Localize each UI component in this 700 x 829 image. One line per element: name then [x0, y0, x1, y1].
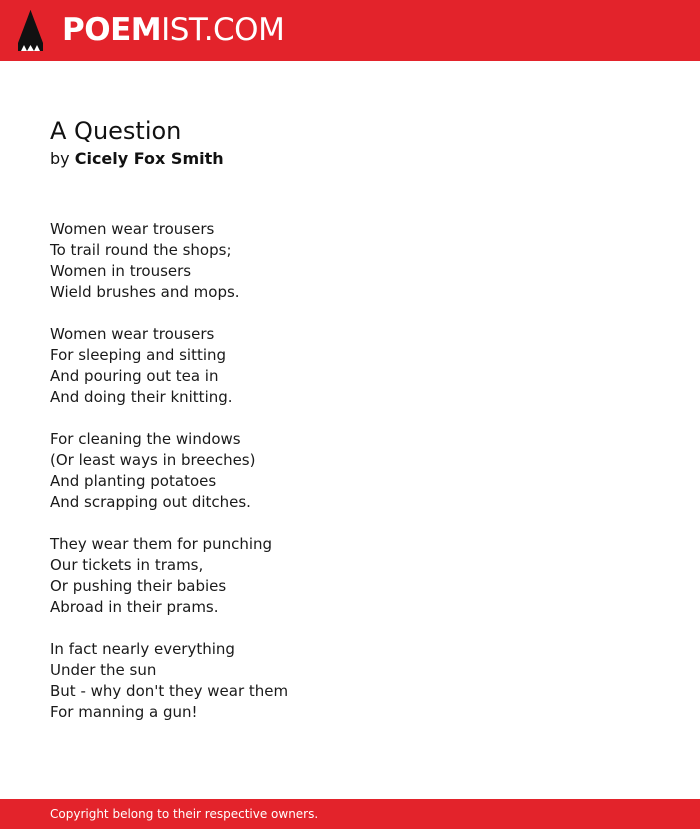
poem-line: Women wear trousers	[50, 220, 215, 238]
poem-line: Abroad in their prams.	[50, 598, 219, 616]
poem-line: Wield brushes and mops.	[50, 283, 240, 301]
poem-line: They wear them for punching	[50, 535, 273, 553]
by-label: by	[50, 149, 70, 168]
poem-line: But - why don't they wear them	[50, 682, 289, 700]
site-logo-link[interactable]	[62, 12, 284, 48]
stanza	[50, 324, 650, 408]
poem-line: Under the sun	[50, 661, 157, 679]
poem-line: And planting potatoes	[50, 472, 217, 490]
logo-light-text: IST.COM	[161, 12, 285, 48]
poem-line: For cleaning the windows	[50, 430, 241, 448]
author-name: Cicely Fox Smith	[74, 149, 224, 168]
stanza	[50, 639, 650, 723]
poem-body	[50, 219, 650, 744]
byline	[50, 148, 224, 170]
poem-line: Women wear trousers	[50, 325, 215, 343]
logo-bold-text: POEM	[62, 12, 162, 48]
stanza	[50, 534, 650, 618]
poem-line: Our tickets in trams,	[50, 556, 204, 574]
stanza	[50, 219, 650, 303]
stanza	[50, 429, 650, 513]
poem-line: And pouring out tea in	[50, 367, 219, 385]
poem-line: (Or least ways in breeches)	[50, 451, 256, 469]
poem-line: For manning a gun!	[50, 703, 198, 721]
poem-line: And scrapping out ditches.	[50, 493, 251, 511]
site-footer	[0, 799, 700, 829]
copyright-notice: Copyright belong to their respective owners.	[50, 807, 319, 821]
site-header	[0, 0, 700, 61]
poem-line: In fact nearly everything	[50, 640, 235, 658]
pencil-logo-icon[interactable]	[18, 10, 43, 51]
poem-line: And doing their knitting.	[50, 388, 233, 406]
poem-line: Women in trousers	[50, 262, 192, 280]
poem-line: For sleeping and sitting	[50, 346, 227, 364]
poem-title: A Question	[50, 117, 182, 145]
poem-line: Or pushing their babies	[50, 577, 227, 595]
poem-line: To trail round the shops;	[50, 241, 232, 259]
